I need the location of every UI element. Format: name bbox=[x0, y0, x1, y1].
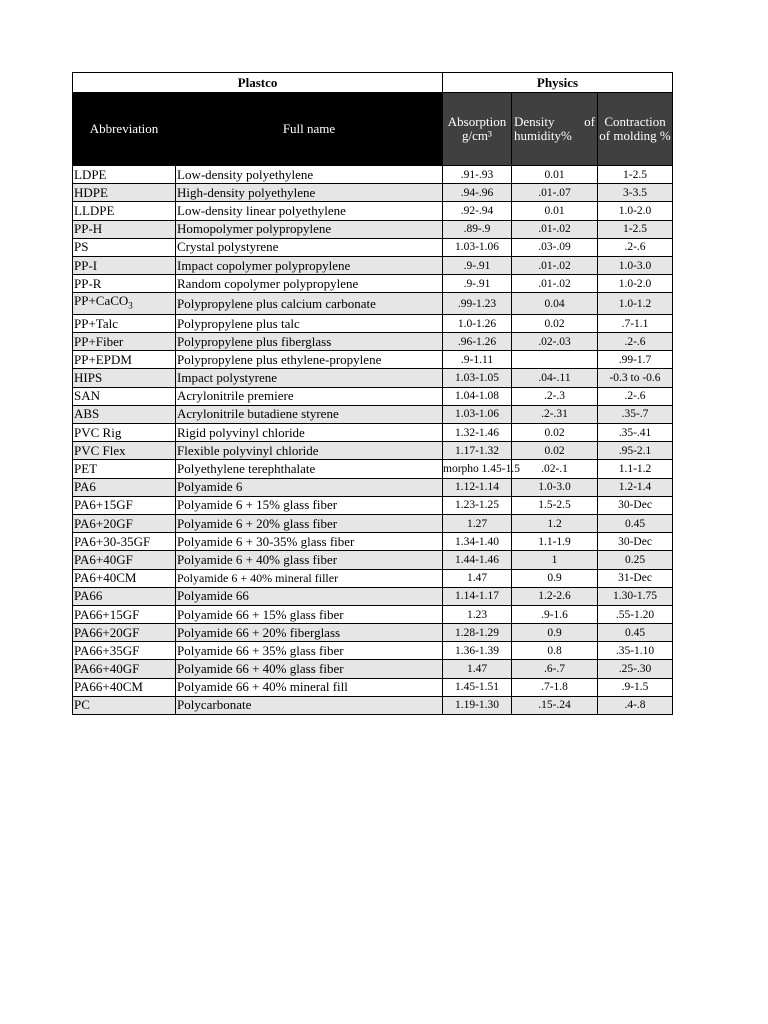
cell-density: 0.01 bbox=[512, 202, 598, 220]
cell-full-name: Polyamide 6 + 20% glass fiber bbox=[176, 514, 443, 532]
cell-density: .03-.09 bbox=[512, 238, 598, 256]
cell-full-name: Impact copolymer polypropylene bbox=[176, 256, 443, 274]
cell-full-name: Random copolymer polypropylene bbox=[176, 275, 443, 293]
column-header-row bbox=[73, 93, 673, 166]
cell-abbreviation: PA66+35GF bbox=[73, 642, 176, 660]
table-row bbox=[73, 238, 673, 256]
cell-abbreviation: PA6+30-35GF bbox=[73, 533, 176, 551]
cell-full-name: High-density polyethylene bbox=[176, 184, 443, 202]
cell-absorption: 1.04-1.08 bbox=[443, 387, 512, 405]
cell-density: .15-.24 bbox=[512, 696, 598, 714]
cell-density: 1.0-3.0 bbox=[512, 478, 598, 496]
cell-density: .01-.02 bbox=[512, 220, 598, 238]
cell-abbreviation: PA66+40CM bbox=[73, 678, 176, 696]
cell-density: .02-.1 bbox=[512, 460, 598, 478]
table-row bbox=[73, 293, 673, 315]
cell-abbreviation: PVC Rig bbox=[73, 424, 176, 442]
cell-contraction: .4-.8 bbox=[598, 696, 673, 714]
cell-full-name: Polypropylene plus calcium carbonate bbox=[176, 293, 443, 315]
cell-contraction: .35-.41 bbox=[598, 424, 673, 442]
cell-full-name: Polypropylene plus talc bbox=[176, 314, 443, 332]
table-row bbox=[73, 220, 673, 238]
cell-contraction: 1-2.5 bbox=[598, 220, 673, 238]
cell-full-name: Rigid polyvinyl chloride bbox=[176, 424, 443, 442]
cell-absorption: 1.27 bbox=[443, 514, 512, 532]
cell-absorption: 1.03-1.05 bbox=[443, 369, 512, 387]
cell-contraction: .35-.7 bbox=[598, 405, 673, 423]
cell-density: .02-.03 bbox=[512, 333, 598, 351]
cell-absorption: .9-.91 bbox=[443, 275, 512, 293]
cell-density: .2-.3 bbox=[512, 387, 598, 405]
cell-density: 1.2 bbox=[512, 514, 598, 532]
cell-abbreviation: PA66+20GF bbox=[73, 624, 176, 642]
header-abbreviation: Abbreviation bbox=[73, 93, 176, 166]
cell-full-name: Polyamide 6 + 30-35% glass fiber bbox=[176, 533, 443, 551]
cell-absorption: 1.32-1.46 bbox=[443, 424, 512, 442]
cell-full-name: Homopolymer polypropylene bbox=[176, 220, 443, 238]
cell-density bbox=[512, 351, 598, 369]
cell-absorption: 1.03-1.06 bbox=[443, 238, 512, 256]
cell-contraction: .9-1.5 bbox=[598, 678, 673, 696]
table-row bbox=[73, 478, 673, 496]
cell-density: 0.8 bbox=[512, 642, 598, 660]
cell-abbreviation: LDPE bbox=[73, 166, 176, 184]
plastics-table bbox=[72, 72, 673, 715]
table-row bbox=[73, 624, 673, 642]
cell-absorption: 1.12-1.14 bbox=[443, 478, 512, 496]
cell-density: 1.2-2.6 bbox=[512, 587, 598, 605]
cell-density: 0.9 bbox=[512, 624, 598, 642]
cell-contraction: 1.0-2.0 bbox=[598, 202, 673, 220]
group-plastco: Plastco bbox=[73, 73, 443, 93]
cell-full-name: Impact polystyrene bbox=[176, 369, 443, 387]
cell-density: 0.02 bbox=[512, 424, 598, 442]
cell-density: 1.5-2.5 bbox=[512, 496, 598, 514]
cell-abbreviation: PP-H bbox=[73, 220, 176, 238]
cell-abbreviation: PET bbox=[73, 460, 176, 478]
cell-density: 0.02 bbox=[512, 442, 598, 460]
table-row bbox=[73, 460, 673, 478]
cell-abbreviation: HDPE bbox=[73, 184, 176, 202]
cell-full-name: Flexible polyvinyl chloride bbox=[176, 442, 443, 460]
table-row bbox=[73, 405, 673, 423]
cell-contraction: 1.0-1.2 bbox=[598, 293, 673, 315]
cell-abbreviation: PA66+15GF bbox=[73, 605, 176, 623]
cell-density: .9-1.6 bbox=[512, 605, 598, 623]
table-row bbox=[73, 605, 673, 623]
subscript: 3 bbox=[128, 300, 133, 311]
cell-absorption: 1.17-1.32 bbox=[443, 442, 512, 460]
table-row bbox=[73, 587, 673, 605]
cell-full-name: Polyamide 66 + 15% glass fiber bbox=[176, 605, 443, 623]
table-row bbox=[73, 442, 673, 460]
cell-absorption: 1.45-1.51 bbox=[443, 678, 512, 696]
cell-abbreviation: PA66+40GF bbox=[73, 660, 176, 678]
table-row bbox=[73, 351, 673, 369]
header-density: Density of humidity% bbox=[512, 93, 598, 166]
cell-absorption: 1.44-1.46 bbox=[443, 551, 512, 569]
cell-absorption: 1.03-1.06 bbox=[443, 405, 512, 423]
table-row bbox=[73, 369, 673, 387]
header-full-name: Full name bbox=[176, 93, 443, 166]
cell-abbreviation: ABS bbox=[73, 405, 176, 423]
cell-contraction: -0.3 to -0.6 bbox=[598, 369, 673, 387]
cell-absorption: .96-1.26 bbox=[443, 333, 512, 351]
cell-density: 1 bbox=[512, 551, 598, 569]
cell-full-name: Polyamide 6 + 40% mineral filler bbox=[176, 569, 443, 587]
cell-absorption: 1.47 bbox=[443, 569, 512, 587]
cell-contraction: .55-1.20 bbox=[598, 605, 673, 623]
cell-full-name: Polypropylene plus ethylene-propylene bbox=[176, 351, 443, 369]
cell-density: 0.9 bbox=[512, 569, 598, 587]
table-row bbox=[73, 184, 673, 202]
cell-abbreviation: PA6 bbox=[73, 478, 176, 496]
cell-contraction: 31-Dec bbox=[598, 569, 673, 587]
table-row bbox=[73, 514, 673, 532]
cell-full-name: Polyamide 6 + 15% glass fiber bbox=[176, 496, 443, 514]
cell-abbreviation: LLDPE bbox=[73, 202, 176, 220]
cell-absorption: 1.47 bbox=[443, 660, 512, 678]
cell-contraction: .25-.30 bbox=[598, 660, 673, 678]
cell-full-name: Polypropylene plus fiberglass bbox=[176, 333, 443, 351]
cell-absorption: .94-.96 bbox=[443, 184, 512, 202]
cell-full-name: Polycarbonate bbox=[176, 696, 443, 714]
table-row bbox=[73, 569, 673, 587]
group-header-row bbox=[73, 73, 673, 93]
cell-absorption: .91-.93 bbox=[443, 166, 512, 184]
cell-contraction: 0.45 bbox=[598, 514, 673, 532]
cell-full-name: Polyamide 66 + 20% fiberglass bbox=[176, 624, 443, 642]
table-row bbox=[73, 496, 673, 514]
cell-contraction: .7-1.1 bbox=[598, 314, 673, 332]
cell-abbreviation: PP+Fiber bbox=[73, 333, 176, 351]
cell-absorption: 1.36-1.39 bbox=[443, 642, 512, 660]
cell-contraction: .35-1.10 bbox=[598, 642, 673, 660]
cell-density: 1.1-1.9 bbox=[512, 533, 598, 551]
cell-contraction: 30-Dec bbox=[598, 533, 673, 551]
cell-density: .2-.31 bbox=[512, 405, 598, 423]
cell-density: .01-.02 bbox=[512, 275, 598, 293]
cell-full-name: Crystal polystyrene bbox=[176, 238, 443, 256]
cell-density: 0.02 bbox=[512, 314, 598, 332]
cell-density: .7-1.8 bbox=[512, 678, 598, 696]
cell-full-name: Low-density linear polyethylene bbox=[176, 202, 443, 220]
cell-contraction: 1.2-1.4 bbox=[598, 478, 673, 496]
cell-absorption: .9-.91 bbox=[443, 256, 512, 274]
cell-abbreviation: SAN bbox=[73, 387, 176, 405]
cell-absorption: 1.19-1.30 bbox=[443, 696, 512, 714]
cell-full-name: Low-density polyethylene bbox=[176, 166, 443, 184]
group-physics: Physics bbox=[443, 73, 673, 93]
cell-absorption: .89-.9 bbox=[443, 220, 512, 238]
table-row bbox=[73, 387, 673, 405]
cell-full-name: Acrylonitrile premiere bbox=[176, 387, 443, 405]
cell-full-name: Polyamide 6 bbox=[176, 478, 443, 496]
cell-full-name: Polyamide 66 + 40% mineral fill bbox=[176, 678, 443, 696]
table-row bbox=[73, 642, 673, 660]
cell-abbreviation: PP+Talc bbox=[73, 314, 176, 332]
table-row bbox=[73, 696, 673, 714]
cell-contraction: .2-.6 bbox=[598, 387, 673, 405]
cell-absorption: 1.23-1.25 bbox=[443, 496, 512, 514]
cell-density: .01-.07 bbox=[512, 184, 598, 202]
cell-density: .6-.7 bbox=[512, 660, 598, 678]
header-contraction: Contraction of molding % bbox=[598, 93, 673, 166]
cell-absorption: .99-1.23 bbox=[443, 293, 512, 315]
cell-contraction: 0.25 bbox=[598, 551, 673, 569]
cell-absorption: 1.0-1.26 bbox=[443, 314, 512, 332]
cell-full-name: Polyamide 6 + 40% glass fiber bbox=[176, 551, 443, 569]
table-row bbox=[73, 275, 673, 293]
cell-abbreviation: PA6+40CM bbox=[73, 569, 176, 587]
cell-full-name: Polyamide 66 + 40% glass fiber bbox=[176, 660, 443, 678]
cell-density: 0.01 bbox=[512, 166, 598, 184]
cell-absorption: 1.34-1.40 bbox=[443, 533, 512, 551]
table-row bbox=[73, 551, 673, 569]
cell-density: 0.04 bbox=[512, 293, 598, 315]
table-body bbox=[73, 166, 673, 715]
cell-abbreviation: PA66 bbox=[73, 587, 176, 605]
cell-abbreviation: PVC Flex bbox=[73, 442, 176, 460]
cell-density: .04-.11 bbox=[512, 369, 598, 387]
cell-full-name: Acrylonitrile butadiene styrene bbox=[176, 405, 443, 423]
cell-contraction: 0.45 bbox=[598, 624, 673, 642]
cell-absorption: 1.28-1.29 bbox=[443, 624, 512, 642]
cell-abbreviation: PP-R bbox=[73, 275, 176, 293]
cell-abbreviation: PA6+20GF bbox=[73, 514, 176, 532]
cell-contraction: 3-3.5 bbox=[598, 184, 673, 202]
cell-contraction: 1.0-2.0 bbox=[598, 275, 673, 293]
cell-abbreviation: PA6+15GF bbox=[73, 496, 176, 514]
cell-abbreviation: PS bbox=[73, 238, 176, 256]
table-row bbox=[73, 333, 673, 351]
cell-contraction: 30-Dec bbox=[598, 496, 673, 514]
table-row bbox=[73, 166, 673, 184]
cell-absorption: .9-1.11 bbox=[443, 351, 512, 369]
cell-full-name: Polyamide 66 + 35% glass fiber bbox=[176, 642, 443, 660]
table-row bbox=[73, 533, 673, 551]
cell-abbreviation: PA6+40GF bbox=[73, 551, 176, 569]
cell-absorption: .92-.94 bbox=[443, 202, 512, 220]
cell-contraction: .2-.6 bbox=[598, 238, 673, 256]
table-row bbox=[73, 678, 673, 696]
table-row bbox=[73, 660, 673, 678]
cell-contraction: 1.30-1.75 bbox=[598, 587, 673, 605]
cell-absorption: 1.14-1.17 bbox=[443, 587, 512, 605]
cell-abbreviation: HIPS bbox=[73, 369, 176, 387]
table-row bbox=[73, 314, 673, 332]
cell-contraction: .2-.6 bbox=[598, 333, 673, 351]
cell-abbreviation: PP+EPDM bbox=[73, 351, 176, 369]
header-absorption: Absorption g/cm³ bbox=[443, 93, 512, 166]
cell-abbreviation: PP-I bbox=[73, 256, 176, 274]
table-row bbox=[73, 202, 673, 220]
cell-contraction: 1-2.5 bbox=[598, 166, 673, 184]
table-row bbox=[73, 256, 673, 274]
cell-contraction: 1.1-1.2 bbox=[598, 460, 673, 478]
cell-contraction: 1.0-3.0 bbox=[598, 256, 673, 274]
cell-abbreviation: PC bbox=[73, 696, 176, 714]
cell-absorption: 1.23 bbox=[443, 605, 512, 623]
cell-density: .01-.02 bbox=[512, 256, 598, 274]
cell-full-name: Polyethylene terephthalate bbox=[176, 460, 443, 478]
cell-contraction: .95-2.1 bbox=[598, 442, 673, 460]
table-row bbox=[73, 424, 673, 442]
cell-absorption: morpho 1.45-1.5 bbox=[443, 460, 512, 478]
cell-full-name: Polyamide 66 bbox=[176, 587, 443, 605]
cell-abbreviation: PP+CaCO$_3$ bbox=[73, 293, 176, 315]
cell-contraction: .99-1.7 bbox=[598, 351, 673, 369]
